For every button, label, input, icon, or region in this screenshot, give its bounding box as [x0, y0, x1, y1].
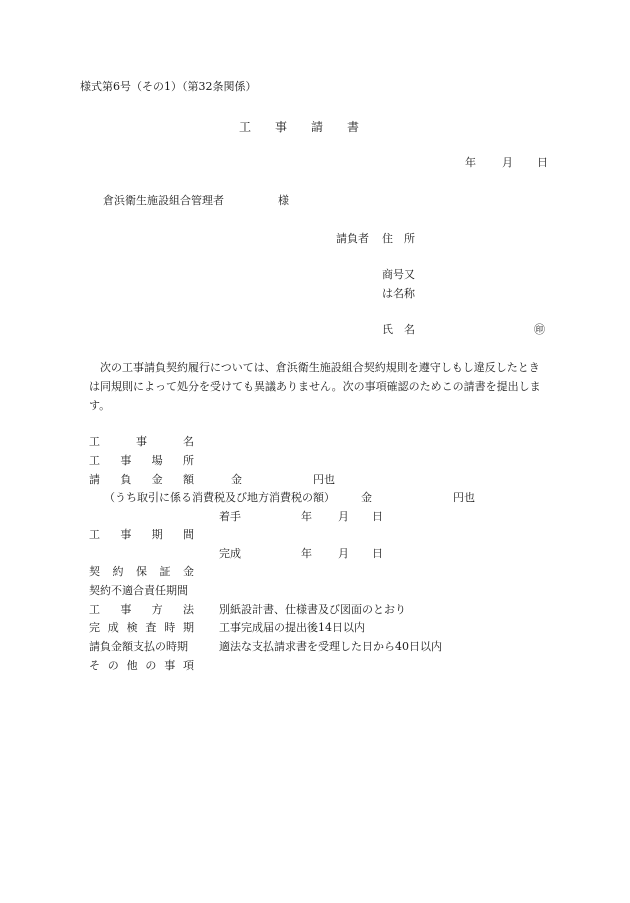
tax-note-label: （うち取引に係る消費税及び地方消費税の額） [104, 491, 335, 504]
work-end-year: 年 [301, 547, 312, 560]
date-month: 月 [502, 156, 513, 169]
work-period-label: 工 事 期 間 [89, 528, 194, 541]
address-label: 住 所 [382, 232, 415, 245]
contract-amount-yen: 円也 [313, 473, 335, 486]
addressee-name: 倉浜衛生施設組合管理者 [103, 194, 224, 207]
work-site-label: 工 事 場 所 [89, 454, 194, 467]
form-number: 様式第6号（その1）（第32条関係） [80, 80, 257, 93]
tax-note-kin: 金 [361, 491, 372, 504]
name-label: 氏 名 [382, 323, 415, 336]
defect-liability-label: 契約不適合責任期間 [89, 584, 188, 597]
work-name-label: 工 事 名 [89, 435, 194, 448]
work-method-label: 工 事 方 法 [89, 603, 194, 616]
work-start-label: 着手 [219, 510, 241, 523]
work-start-day: 日 [372, 510, 383, 523]
inspection-time-value: 工事完成届の提出後14日以内 [219, 621, 365, 634]
tax-note-yen: 円也 [453, 491, 475, 504]
contract-amount-label: 請 負 金 額 [89, 473, 194, 486]
seal-mark: ㊞ [534, 323, 545, 336]
contract-amount-kin: 金 [231, 473, 242, 486]
inspection-time-label: 完 成 検 査 時 期 [89, 621, 194, 634]
work-end-month: 月 [338, 547, 349, 560]
document-title: 工 事 請 書 [239, 120, 360, 134]
contractor-label: 請負者 [336, 232, 369, 245]
addressee-honorific: 様 [278, 194, 289, 207]
security-deposit-label: 契 約 保 証 金 [89, 565, 194, 578]
date-day: 日 [537, 156, 548, 169]
payment-time-label: 請負金額支払の時期 [89, 640, 188, 653]
work-end-label: 完成 [219, 547, 241, 560]
work-start-year: 年 [301, 510, 312, 523]
work-start-month: 月 [338, 510, 349, 523]
work-method-value: 別紙設計書、仕様書及び図面のとおり [219, 603, 406, 616]
date-year: 年 [465, 156, 476, 169]
body-paragraph: 次の工事請負契約履行については、倉浜衛生施設組合契約規則を遵守しもし違反したときは同規則によって処分を受けても異議ありません。次の事項確認のためこの請書を提出します。 [89, 361, 541, 412]
other-items-label: そ の 他 の 事 項 [89, 659, 194, 672]
business-name-label-1: 商号又 [382, 268, 415, 281]
payment-time-value: 適法な支払請求書を受理した日から40日以内 [219, 640, 442, 653]
business-name-label-2: は名称 [382, 287, 415, 300]
work-end-day: 日 [372, 547, 383, 560]
